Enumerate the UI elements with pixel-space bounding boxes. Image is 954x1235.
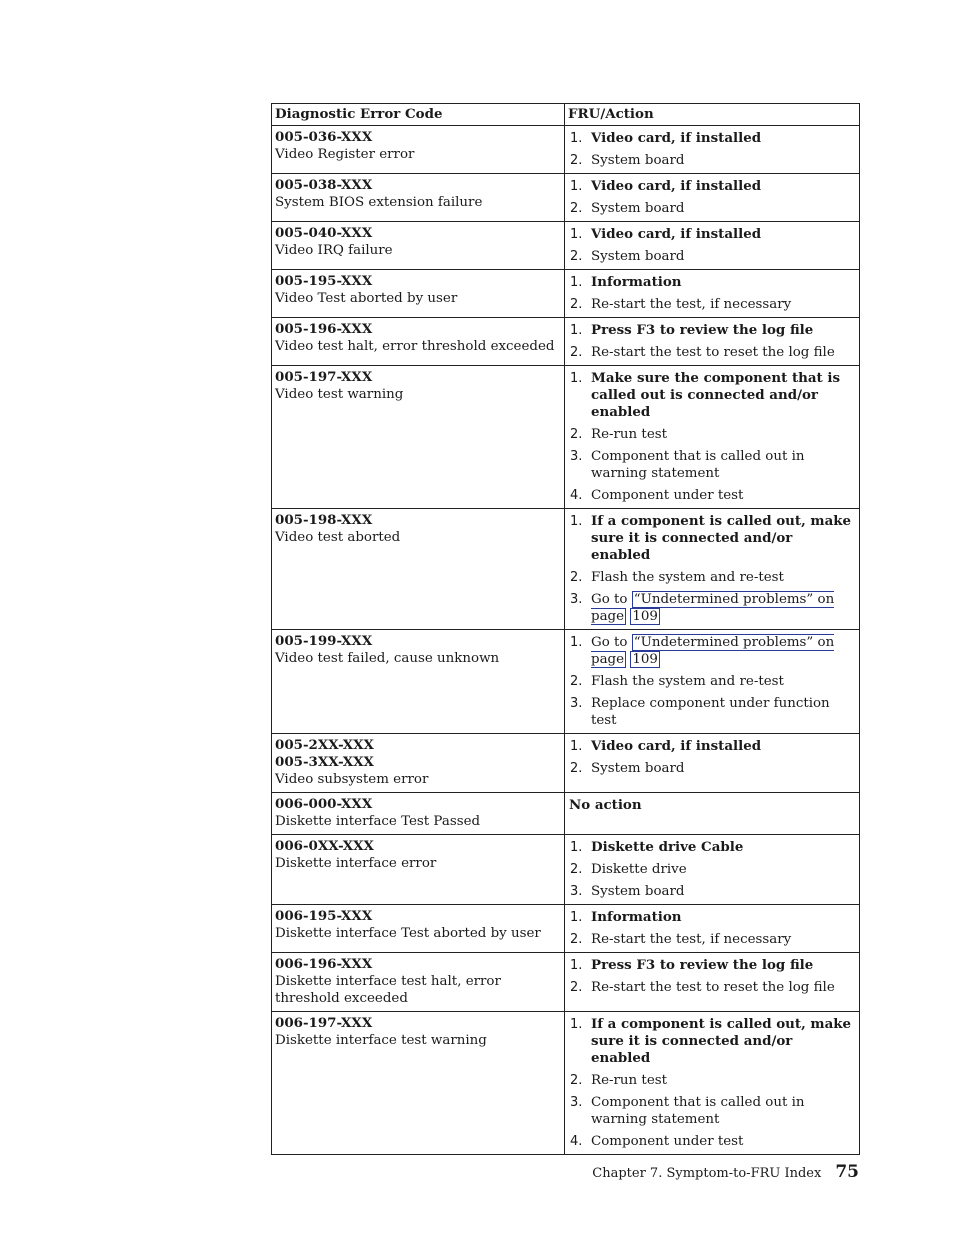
action-step: [569, 591, 856, 625]
step-number: 1.: [570, 514, 583, 529]
step-number: 3.: [570, 449, 583, 464]
step-number: 2.: [570, 297, 583, 312]
error-description: Video test warning: [275, 387, 404, 402]
step-text: Re-run test: [591, 427, 667, 442]
table-row: [272, 1012, 860, 1155]
step-text: Component under test: [591, 1134, 744, 1149]
step-number: 1.: [570, 840, 583, 855]
error-code: 005-040-XXX: [275, 225, 373, 241]
fru-action-cell: [565, 174, 860, 222]
error-code: 005-197-XXX: [275, 369, 373, 385]
page-footer: [592, 1162, 859, 1182]
action-step: [569, 200, 856, 217]
step-text: System board: [591, 201, 685, 216]
step-number: 1.: [570, 179, 583, 194]
error-code-cell: [272, 222, 565, 270]
step-number: 1.: [570, 739, 583, 754]
step-number: 2.: [570, 249, 583, 264]
step-text: Go to: [591, 592, 628, 607]
error-description: Video IRQ failure: [275, 243, 393, 258]
step-text: Video card, if installed: [591, 130, 762, 146]
table-row: [272, 793, 860, 835]
action-list: [569, 909, 856, 948]
step-text: Re-start the test to reset the log file: [591, 980, 835, 995]
fru-action-cell: [565, 222, 860, 270]
action-list: [569, 370, 856, 504]
action-step: [569, 152, 856, 169]
step-text: Component that is called out in warning statement: [591, 449, 805, 481]
action-step: [569, 513, 856, 564]
action-step: [569, 1016, 856, 1067]
action-list: [569, 513, 856, 625]
action-step: [569, 931, 856, 948]
page-reference-link[interactable]: 109: [632, 652, 658, 667]
step-text: System board: [591, 761, 685, 776]
step-number: 2.: [570, 761, 583, 776]
action-step: [569, 130, 856, 147]
step-text: Replace component under function test: [591, 696, 830, 728]
step-text: Re-start the test, if necessary: [591, 297, 792, 312]
action-step: [569, 426, 856, 443]
step-number: 4.: [570, 488, 583, 503]
fru-action-cell: [565, 953, 860, 1012]
action-step: [569, 695, 856, 729]
action-step: [569, 344, 856, 361]
error-code-cell: [272, 174, 565, 222]
fru-action-cell: [565, 509, 860, 630]
error-description: Video test failed, cause unknown: [275, 651, 500, 666]
step-number: 2.: [570, 153, 583, 168]
action-step: [569, 370, 856, 421]
table-row: [272, 905, 860, 953]
step-text: Press F3 to review the log file: [591, 322, 814, 338]
action-step: [569, 296, 856, 313]
fru-action-cell: [565, 734, 860, 793]
step-text: If a component is called out, make sure it is connected and/or enabled: [591, 513, 852, 563]
action-step: [569, 1133, 856, 1150]
fru-action-cell: [565, 318, 860, 366]
action-list: [569, 178, 856, 217]
step-text: Re-run test: [591, 1073, 667, 1088]
page-number: 75: [835, 1162, 859, 1182]
step-number: 3.: [570, 1095, 583, 1110]
error-code: 005-036-XXX: [275, 129, 373, 145]
header-error-code: Diagnostic Error Code: [272, 104, 565, 126]
action-step: [569, 274, 856, 291]
step-text: Diskette drive Cable: [591, 839, 744, 855]
action-step: [569, 760, 856, 777]
fru-action-cell: [565, 366, 860, 509]
action-step: [569, 178, 856, 195]
fru-table: [271, 103, 860, 1155]
action-step: [569, 839, 856, 856]
error-code: 005-038-XXX: [275, 177, 373, 193]
step-number: 2.: [570, 1073, 583, 1088]
step-text: Re-start the test to reset the log file: [591, 345, 835, 360]
step-text: System board: [591, 153, 685, 168]
error-description: Video subsystem error: [275, 772, 429, 787]
step-text: Component that is called out in warning statement: [591, 1095, 805, 1127]
page-reference-link[interactable]: 109: [632, 609, 658, 624]
step-number: 1.: [570, 275, 583, 290]
action-step: [569, 569, 856, 586]
error-code-cell: [272, 270, 565, 318]
error-code-cell: [272, 835, 565, 905]
error-description: Video test aborted: [275, 530, 401, 545]
action-step: [569, 448, 856, 482]
fru-action-cell: [565, 835, 860, 905]
action-list: [569, 322, 856, 361]
step-number: 1.: [570, 227, 583, 242]
step-text: Go to: [591, 635, 628, 650]
step-number: 1.: [570, 958, 583, 973]
step-text: Video card, if installed: [591, 738, 762, 754]
step-number: 2.: [570, 932, 583, 947]
table-row: [272, 366, 860, 509]
header-fru-action: FRU/Action: [565, 104, 860, 126]
table-row: [272, 835, 860, 905]
step-text: System board: [591, 249, 685, 264]
error-code-cell: [272, 366, 565, 509]
action-step: [569, 738, 856, 755]
undetermined-problems-link[interactable]: “Undetermined problems” on page: [591, 592, 835, 624]
action-step: [569, 673, 856, 690]
table-row: [272, 222, 860, 270]
step-number: 3.: [570, 884, 583, 899]
error-description: Diskette interface test halt, error threshold exceeded: [275, 974, 501, 1006]
step-number: 2.: [570, 201, 583, 216]
step-text: Diskette drive: [591, 862, 687, 877]
step-number: 2.: [570, 570, 583, 585]
error-code-cell: [272, 793, 565, 835]
step-text: System board: [591, 884, 685, 899]
error-code-cell: [272, 1012, 565, 1155]
table-header-row: [272, 104, 860, 126]
action-step: [569, 979, 856, 996]
step-number: 1.: [570, 910, 583, 925]
error-code-cell: [272, 509, 565, 630]
error-code: 006-195-XXX: [275, 908, 373, 924]
action-step: [569, 1072, 856, 1089]
step-number: 2.: [570, 345, 583, 360]
table-row: [272, 953, 860, 1012]
action-list: [569, 274, 856, 313]
error-code: 006-196-XXX: [275, 956, 373, 972]
step-number: 2.: [570, 427, 583, 442]
step-number: 3.: [570, 696, 583, 711]
table-row: [272, 318, 860, 366]
step-number: 1.: [570, 371, 583, 386]
action-step: [569, 634, 856, 668]
error-code: 006-0XX-XXX: [275, 838, 374, 854]
table-row: [272, 630, 860, 734]
action-list: [569, 130, 856, 169]
action-list: [569, 226, 856, 265]
step-text: Flash the system and re-test: [591, 674, 784, 689]
step-text: Video card, if installed: [591, 178, 762, 194]
table-row: [272, 174, 860, 222]
error-description: Diskette interface Test aborted by user: [275, 926, 541, 941]
action-list: [569, 839, 856, 900]
error-code-cell: [272, 905, 565, 953]
fru-action-cell: [565, 630, 860, 734]
error-description: Video Test aborted by user: [275, 291, 458, 306]
error-code-cell: [272, 318, 565, 366]
fru-action-cell: [565, 793, 860, 835]
action-step: [569, 248, 856, 265]
error-code: 005-2XX-XXX: [275, 737, 374, 753]
fru-action-cell: [565, 270, 860, 318]
action-step: [569, 957, 856, 974]
error-code: 005-199-XXX: [275, 633, 373, 649]
undetermined-problems-link[interactable]: “Undetermined problems” on page: [591, 635, 835, 667]
table-row: [272, 509, 860, 630]
error-description: Diskette interface test warning: [275, 1033, 487, 1048]
action-list: [569, 634, 856, 729]
error-code: 006-197-XXX: [275, 1015, 373, 1031]
error-code-cell: [272, 126, 565, 174]
step-number: 3.: [570, 592, 583, 607]
step-text: Re-start the test, if necessary: [591, 932, 792, 947]
step-number: 1.: [570, 323, 583, 338]
error-code-cell: [272, 630, 565, 734]
fru-action-cell: [565, 126, 860, 174]
step-text: Information: [591, 274, 682, 290]
step-number: 2.: [570, 862, 583, 877]
action-step: [569, 487, 856, 504]
step-text: Flash the system and re-test: [591, 570, 784, 585]
action-step: [569, 909, 856, 926]
step-number: 4.: [570, 1134, 583, 1149]
table-row: [272, 126, 860, 174]
table-row: [272, 734, 860, 793]
step-number: 1.: [570, 1017, 583, 1032]
error-code: 006-000-XXX: [275, 796, 373, 812]
error-code: 005-195-XXX: [275, 273, 373, 289]
error-code: 005-3XX-XXX: [275, 754, 374, 770]
error-code-cell: [272, 953, 565, 1012]
action-step: [569, 883, 856, 900]
error-description: Video test halt, error threshold exceeded: [275, 339, 555, 354]
step-text: Video card, if installed: [591, 226, 762, 242]
table-row: [272, 270, 860, 318]
error-code: 005-196-XXX: [275, 321, 373, 337]
action-list: [569, 738, 856, 777]
action-step: [569, 1094, 856, 1128]
error-description: Diskette interface error: [275, 856, 437, 871]
chapter-title: Chapter 7. Symptom-to-FRU Index: [592, 1166, 822, 1181]
action-step: [569, 861, 856, 878]
error-description: System BIOS extension failure: [275, 195, 483, 210]
step-number: 1.: [570, 635, 583, 650]
action-step: [569, 226, 856, 243]
step-number: 2.: [570, 980, 583, 995]
step-text: Make sure the component that is called out is connected and/or enabled: [591, 370, 841, 420]
error-code: 005-198-XXX: [275, 512, 373, 528]
no-action-text: No action: [569, 797, 642, 813]
step-number: 2.: [570, 674, 583, 689]
fru-action-cell: [565, 1012, 860, 1155]
fru-action-cell: [565, 905, 860, 953]
step-number: 1.: [570, 131, 583, 146]
action-list: [569, 957, 856, 996]
step-text: Component under test: [591, 488, 744, 503]
step-text: If a component is called out, make sure it is connected and/or enabled: [591, 1016, 852, 1066]
step-text: Information: [591, 909, 682, 925]
error-description: Diskette interface Test Passed: [275, 814, 481, 829]
error-code-cell: [272, 734, 565, 793]
step-text: Press F3 to review the log file: [591, 957, 814, 973]
action-step: [569, 322, 856, 339]
error-description: Video Register error: [275, 147, 415, 162]
action-list: [569, 1016, 856, 1150]
